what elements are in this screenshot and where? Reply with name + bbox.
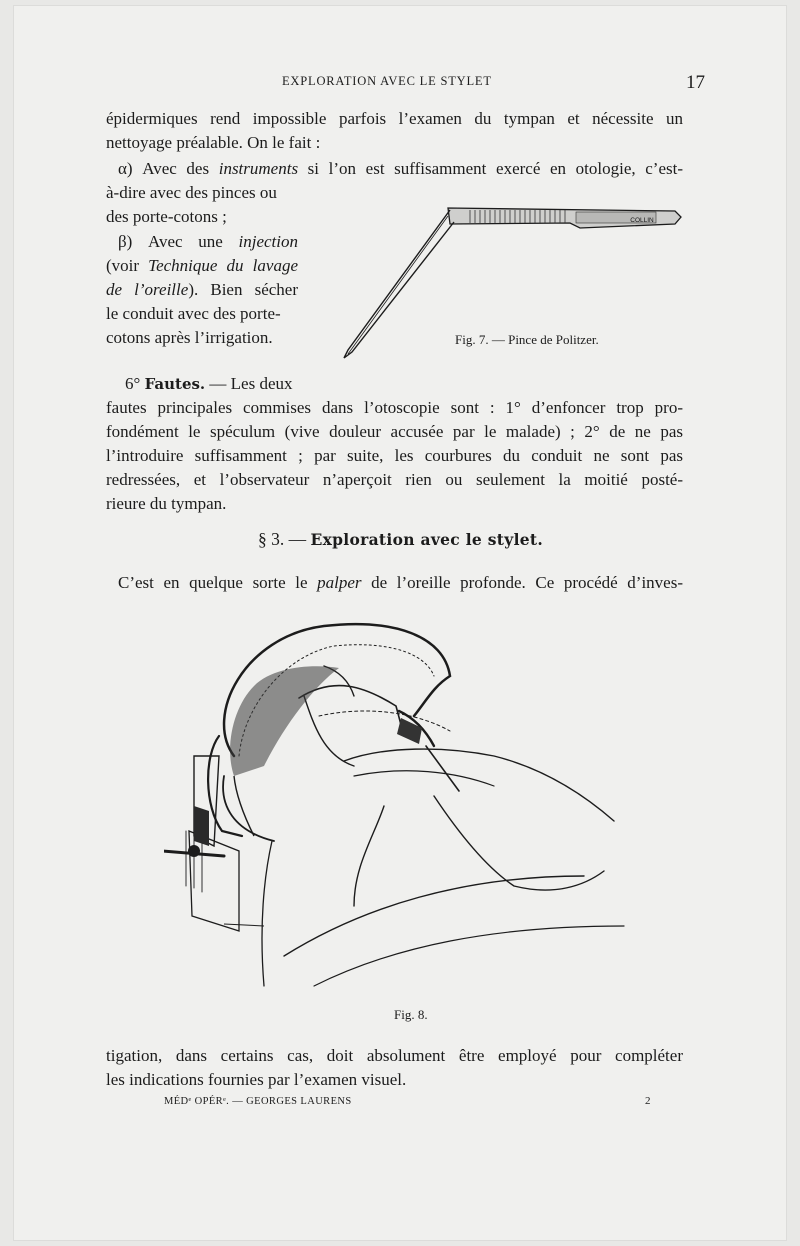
page-number: 17 [686, 72, 705, 93]
text-line: tigation, dans certains cas, doit absolument être employé pour compléter [106, 1046, 683, 1065]
text-line: épidermiques rend impossible parfois l’examen du tympan et nécessite un [106, 109, 683, 128]
text-line: l’introduire suffisamment ; par suite, les courbures du conduit ne sont pas [106, 446, 683, 465]
maker-stamp: COLLIN [630, 217, 654, 224]
text-line: nettoyage préalable. On le fait : [106, 133, 321, 152]
document-page [14, 6, 786, 1240]
text-line: 6° Fautes. — Les deux [125, 374, 293, 393]
text-line: les indications fournies par l’examen visuel. [106, 1070, 407, 1089]
text-line: C’est en quelque sorte le palper de l’oreille profonde. Ce procédé d’inves- [118, 573, 684, 592]
ear-probe-examination-illustration [164, 606, 634, 996]
section-heading: § 3. — Exploration avec le stylet. [258, 529, 544, 549]
figure-8-caption: Fig. 8. [394, 1007, 428, 1022]
text-line: redressées, et l’observateur n’aperçoit rien ou seulement la moitié posté- [106, 470, 683, 489]
text-line: α) Avec des instruments si l’on est suffisamment exercé en otologie, c’est- [118, 159, 683, 178]
text-line: cotons après l’irrigation. [106, 328, 273, 347]
running-header: EXPLORATION AVEC LE STYLET [282, 74, 492, 88]
footer-signature: MÉDᵉ OPÉRᵉ. — GEORGES LAURENS [164, 1096, 352, 1107]
text-line: (voir Technique du lavage [106, 256, 298, 275]
text-line: fondément le spéculum (vive douleur accusée par le malade) ; 2° de ne pas [106, 422, 683, 441]
text-line: de l’oreille). Bien sécher [106, 280, 298, 299]
sheet-number: 2 [645, 1095, 651, 1107]
text-line: β) Avec une injection [118, 232, 298, 251]
text-line: le conduit avec des porte- [106, 304, 281, 323]
text-line: fautes principales commises dans l’otoscopie sont : 1° d’enfoncer trop pro- [106, 398, 683, 417]
text-line: des porte-cotons ; [106, 207, 227, 226]
figure-7-caption: Fig. 7. — Pince de Politzer. [455, 332, 599, 347]
text-line: à-dire avec des pinces ou [106, 183, 277, 202]
text-line: rieure du tympan. [106, 494, 227, 513]
